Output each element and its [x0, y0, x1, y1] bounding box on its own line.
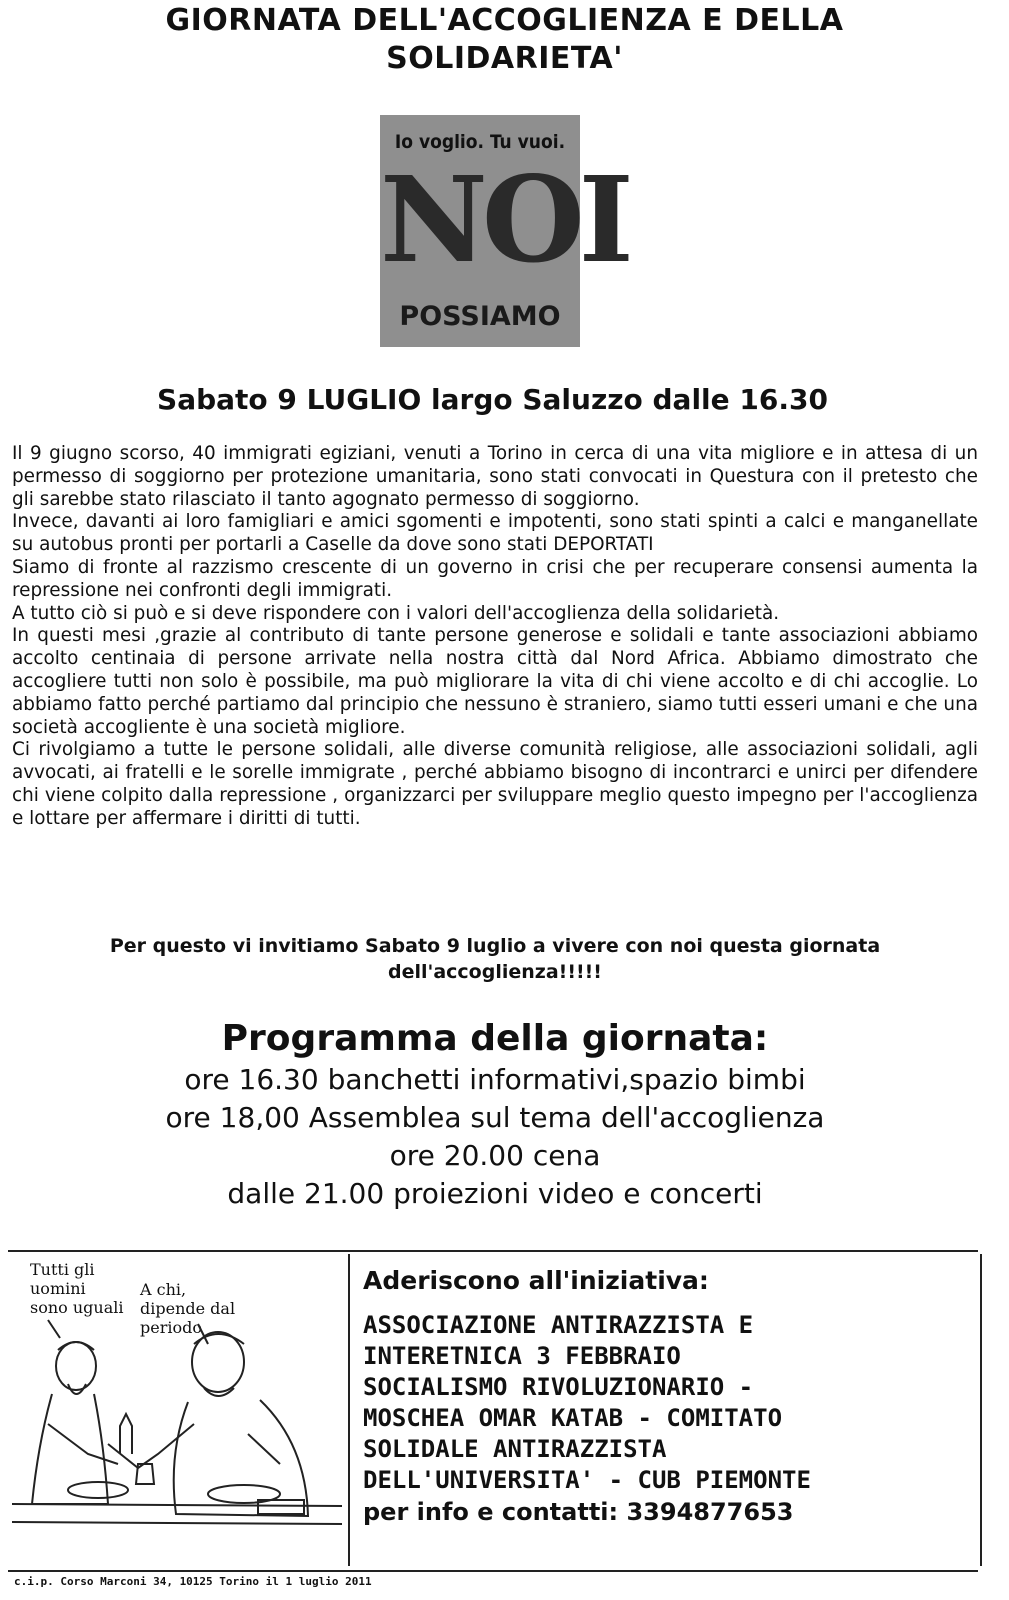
logo-main-word: NOI	[380, 150, 628, 289]
event-date-location: Sabato 9 LUGLIO largo Saluzzo dalle 16.30	[157, 383, 828, 416]
title-line-1: GIORNATA DELL'ACCOGLIENZA E DELLA	[165, 3, 844, 38]
dining-men-drawing	[8, 1254, 346, 1566]
programme-item: ore 20.00 cena	[389, 1139, 601, 1172]
logo-tagline: Io voglio. Tu vuoi.	[394, 131, 566, 153]
flyer-title	[0, 2, 1009, 78]
adherents-list	[363, 1310, 963, 1496]
body-paragraph: Il 9 giugno scorso, 40 immigrati egiziani, venuti a Torino in cerca di una vita migliore e in attesa di un permesso di soggiorno per protezione umanitaria, sono stati convocati in Questura con il pretesto che gli sarebbe stato rilasciato il tanto agognato permesso di soggiorno.	[12, 443, 978, 510]
programme-title: Programma della giornata:	[221, 1018, 769, 1059]
noi-possiamo-logo	[380, 115, 628, 347]
body-paragraph: Invece, davanti ai loro famigliari e amici sgomenti e impotenti, sono stati spinti a calci e manganellate su autobus pronti per portarli a Caselle da dove sono stati DEPORTATI	[12, 511, 978, 556]
invitation	[30, 933, 960, 985]
invitation-line-2: dell'accoglienza!!!!!	[388, 961, 602, 983]
body-paragraph: A tutto ciò si può e si deve rispondere con i valori dell'accoglienza della solidarietà.	[12, 602, 780, 624]
adherent-line: INTERETNICA 3 FEBBRAIO	[363, 1342, 681, 1370]
cartoon-illustration	[8, 1254, 346, 1566]
programme-item: ore 16.30 banchetti informativi,spazio bimbi	[184, 1063, 806, 1096]
body-paragraph: Ci rivolgiamo a tutte le persone solidali, alle diverse comunità religiose, alle associazioni solidali, agli avvocati, ai fratelli e le sorelle immigrate , perché abbiamo bisogno di incontrarci e unirci per difendere chi viene colpito dalla repressione , organizzarci per sviluppare meglio questo impegno per l'accoglienza e lottare per affermare i diritti di tutti.	[12, 739, 978, 829]
contact-info: per info e contatti: 3394877653	[363, 1498, 794, 1526]
footer-imprint: c.i.p. Corso Marconi 34, 10125 Torino il 1 luglio 2011	[14, 1575, 372, 1588]
programme-item: dalle 21.00 proiezioni video e concerti	[227, 1177, 763, 1210]
programme-list	[0, 1061, 990, 1213]
invitation-line-1: Per questo vi invitiamo Sabato 9 luglio a vivere con noi questa giornata	[109, 935, 881, 957]
cartoon-caption-left: Tutti gli uomini sono uguali	[30, 1260, 124, 1317]
title-line-2: SOLIDARIETA'	[386, 41, 623, 76]
adherent-line: SOCIALISMO RIVOLUZIONARIO -	[363, 1373, 754, 1401]
body-paragraph: In questi mesi ,grazie al contributo di tante persone generose e solidali e tante associazioni abbiamo accolto centinaia di persone arrivate nella nostra città dal Nord Africa. Abbiamo dimostrato che accogliere tutti non solo è possibile, ma può migliorare la vita di chi viene accolto e di chi accoglie. Lo abbiamo fatto perché partiamo dal principio che nessuno è straniero, siamo tutti esseri umani e che una società accogliente è una società migliore.	[12, 625, 978, 738]
adherent-line: MOSCHEA OMAR KATAB - COMITATO	[363, 1404, 783, 1432]
adherent-line: DELL'UNIVERSITA' - CUB PIEMONTE	[363, 1466, 811, 1494]
adherents-heading: Aderiscono all'iniziativa:	[363, 1266, 709, 1295]
adherent-line: SOLIDALE ANTIRAZZISTA	[363, 1435, 667, 1463]
adherents-box	[348, 1254, 982, 1566]
body-text	[12, 443, 978, 831]
cartoon-caption-right: A chi, dipende dal periodo	[140, 1280, 236, 1337]
logo-bottom-word: POSSIAMO	[399, 301, 561, 332]
programme-item: ore 18,00 Assemblea sul tema dell'accoglienza	[165, 1101, 825, 1134]
body-paragraph: Siamo di fronte al razzismo crescente di un governo in crisi che per recuperare consensi aumenta la repressione nei confronti degli immigrati.	[12, 556, 978, 601]
adherent-line: ASSOCIAZIONE ANTIRAZZISTA E	[363, 1311, 754, 1339]
